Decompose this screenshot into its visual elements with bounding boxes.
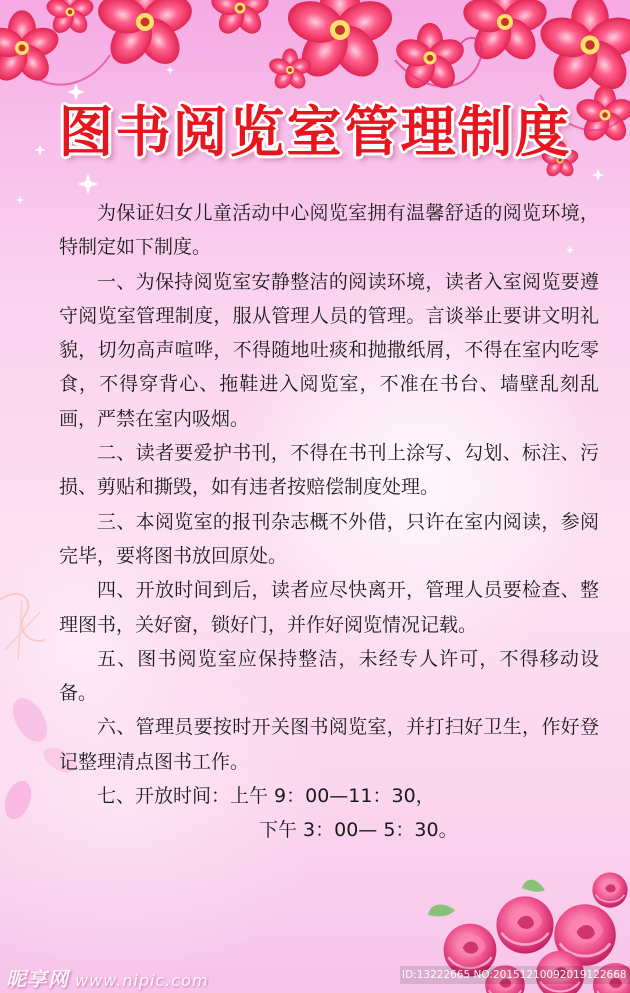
opening-hours-morning: 七、开放时间：上午 9：00—11：30，: [97, 785, 435, 808]
rule-4: 四、开放时间到后，读者应尽快离开，管理人员要检查、整理图书，关好窗，锁好门，并作好阅览情况记载。: [59, 579, 599, 636]
watermark-id: ID:13222665 NO:20151210092019122668: [400, 966, 630, 984]
rule-2: 二、读者要爱护书刊，不得在书刊上涂写、勾划、标注、污损、剪贴和撕毁，如有违者按赔偿制度处理。: [59, 442, 599, 499]
intro-paragraph: 为保证妇女儿童活动中心阅览室拥有温馨舒适的阅览环境，特制定如下制度。: [59, 202, 599, 259]
opening-hours-afternoon: 下午 3：00— 5：30。: [259, 819, 458, 842]
rule-6: 六、管理员要按时开关图书阅览室，并打扫好卫生，作好登记整理清点图书工作。: [59, 716, 599, 773]
rule-5: 五、图书阅览室应保持整洁，未经专人许可，不得移动设备。: [59, 647, 599, 705]
watermark-brand-name: 昵享网: [6, 967, 69, 991]
opening-hours: [59, 779, 599, 848]
page-title: 图书阅览室管理制度: [58, 100, 572, 164]
watermark-brand: [6, 963, 209, 992]
watermark-url: www.nipic.com: [75, 971, 209, 990]
rule-1: 一、为保持阅览室安静整洁的阅读环境，读者入室阅览要遵守阅览室管理制度，服从管理人员的管理。言谈举止要讲文明礼貌，切勿高声喧哗，不得随地吐痰和抛撒纸屑，不得在室内吃零食，不得穿背心、拖鞋进入阅览室，不准在书台、墙壁乱刻乱画，严禁在室内吸烟。: [59, 270, 599, 430]
rule-3: 三、本阅览室的报刊杂志概不外借，只许在室内阅读，参阅完毕，要将图书放回原处。: [59, 510, 599, 567]
regulation-body: [59, 196, 599, 848]
